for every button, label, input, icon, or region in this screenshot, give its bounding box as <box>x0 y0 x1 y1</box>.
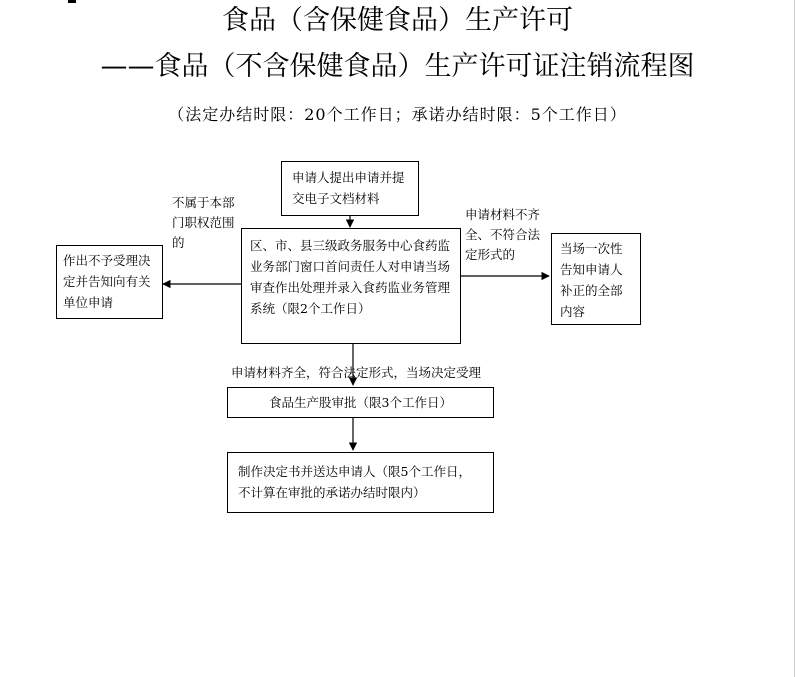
step-review-box <box>241 228 461 344</box>
label-not-scope: 不属于本部门职权范围的 <box>172 195 235 250</box>
step-deliver-text: 制作决定书并送达申请人（限5个工作日，不计算在审批的承诺办结时限内） <box>238 464 471 500</box>
step-review-text: 区、市、县三级政务服务中心食药监业务部门窗口首问责任人对申请当场审查作出处理并录入食药监业务管理系统（限2个工作日） <box>250 238 451 316</box>
step-reject-text: 作出不予受理决定并告知向有关单位申请 <box>63 253 151 310</box>
step-apply-text: 申请人提出申请并提交电子文档材料 <box>292 170 405 206</box>
step-reject-box <box>56 245 163 319</box>
step-notify-text: 当场一次性告知申请人补正的全部内容 <box>560 241 623 319</box>
time-limit-note: （法定办结时限：20个工作日；承诺办结时限：5个工作日） <box>168 105 627 124</box>
page-subtitle-title: ——食品（不含保健食品）生产许可证注销流程图 <box>100 51 695 82</box>
step-apply-box <box>281 161 419 216</box>
step-approve-text: 食品生产股审批（限3个工作日） <box>269 395 452 410</box>
step-deliver-box <box>227 452 494 513</box>
label-accepted: 申请材料齐全，符合法定形式，当场决定受理 <box>231 365 482 380</box>
label-incomplete: 申请材料不齐全、不符合法定形式的 <box>465 207 541 262</box>
step-approve-box <box>227 387 494 418</box>
step-notify-box <box>551 233 641 325</box>
page-title: 食品（含保健食品）生产许可 <box>222 5 573 36</box>
